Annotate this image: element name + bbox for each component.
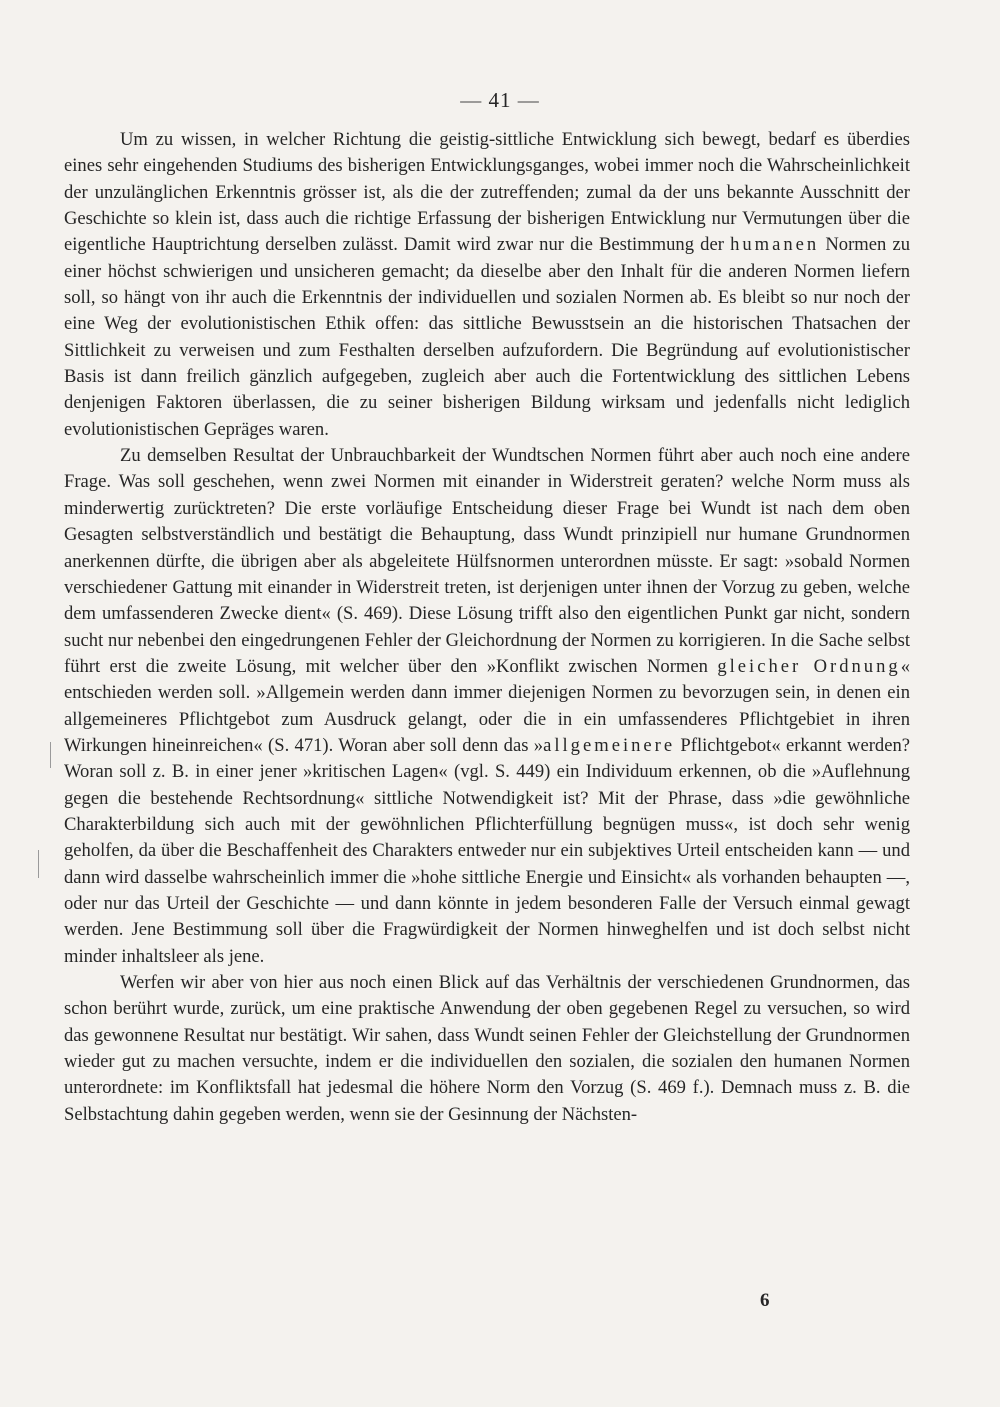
paragraph — [64, 970, 910, 1128]
margin-bracket-mark — [50, 742, 51, 768]
paragraph — [64, 127, 910, 443]
sheet-signature-number: 6 — [760, 1290, 770, 1311]
emphasized-text: gleicher Ordnung — [717, 655, 901, 677]
paragraph-text: Normen zu einer höchst schwierigen und unsicheren gemacht; da dieselbe aber den Inhalt für die anderen Normen liefern soll, so hängt von ihr auch die Erkenntnis der individuellen und sozialen Normen ab. Es bleibt so nur noch der eine Weg der evolutionistischen Ethik offen: das sittliche Bewusstsein an die historischen Thatsachen der Sittlichkeit zu verweisen und zum Festhalten derselben aufzufordern. Die Begründung auf evolutionistischer Basis ist dann freilich gänzlich aufgegeben, zugleich aber auch die Fortentwicklung des sittlichen Lebens denjenigen Faktoren überlassen, die zu seiner bisherigen Bildung wirksam und jedenfalls nicht lediglich evolutionistischen Gepräges waren. — [64, 234, 910, 440]
page-number: — 41 — — [460, 88, 540, 112]
emphasized-text: allgemeinere — [543, 734, 676, 756]
paragraph-text: Werfen wir aber von hier aus noch einen Blick auf das Verhältnis der verschiedenen Grundnormen, das schon berührt wurde, zurück, um eine praktische Anwendung der oben gegebenen Regel zu versuchen, so wird das gewonnene Resultat nur bestätigt. Wir sahen, dass Wundt seinen Fehler der Gleichstellung der Grundnormen wieder gut zu machen versuchte, indem er die individuellen den sozialen, die sozialen den humanen Normen unterordnete: im Konfliktsfall hat jedesmal die höhere Norm den Vorzug (S. 469 f.). Demnach muss z. B. die Selbstachtung dahin gegeben werden, wenn sie der Gesinnung der Nächsten- — [64, 972, 910, 1125]
paragraph-text: Um zu wissen, in welcher Richtung die geistig-sittliche Entwicklung sich bewegt, bedarf es überdies eines sehr eingehenden Studiums des bisherigen Entwicklungsganges, wobei immer noch die Wahrscheinlichkeit der unzulänglichen Erkenntnis grösser ist, als die der zutreffenden; zumal da der uns bekannte Ausschnitt der Geschichte so klein ist, dass auch die richtige Erfassung der bisherigen Entwicklung nur Vermutungen über die eigentliche Hauptrichtung derselben zulässt. Damit wird zwar nur die Bestimmung der — [64, 129, 910, 256]
body-text — [64, 127, 910, 1128]
paragraph-text: Zu demselben Resultat der Unbrauchbarkeit der Wundtschen Normen führt aber auch noch eine andere Frage. Was soll geschehen, wenn zwei Normen mit einander in Widerstreit geraten? welche Norm muss als minderwertig zurücktreten? Die erste vorläufige Entscheidung dieser Frage bei Wundt ist nach dem oben Gesagten selbstverständlich und bestätigt die Behauptung, dass Wundt prinzipiell nur humane Grundnormen anerkennen dürfte, die übrigen aber als abgeleitete Hülfsnormen unterordnen müsste. Er sagt: »sobald Normen verschiedener Gattung mit einander in Widerstreit treten, ist derjenigen unter ihnen der Vorzug zu geben, welche dem umfassenderen Zwecke dient« (S. 469). Diese Lösung trifft also den eigentlichen Punkt gar nicht, sondern sucht nur nebenbei den eingedrungenen Fehler der Gleichordnung der Normen zu korrigieren. In die Sache selbst führt erst die zweite Lösung, mit welcher über den »Konflikt zwischen Normen — [64, 445, 910, 677]
emphasized-text: humanen — [730, 234, 820, 256]
page-number-value: 41 — [488, 88, 512, 112]
margin-bracket-mark — [38, 850, 39, 878]
paragraph-text: « entschieden werden soll. »Allgemein werden dann immer diejenigen Normen zu bevorzugen sein, in denen ein allgemeineres Pflichtgebot zum Ausdruck gelangt, oder die in ein umfassenderes Pflichtgebiet in ihren Wirkungen hineinreichen« (S. 471). Woran aber soll denn das » — [64, 655, 910, 756]
paragraph — [64, 443, 910, 970]
paragraph-text: Pflichtgebot« erkannt werden? Woran soll z. B. in einer jener »kritischen Lagen« (vgl. S. 449) ein Individuum erkennen, ob die »Auflehnung gegen die bestehende Rechtsordnung« sittliche Notwendigkeit ist? Mit der Phrase, dass »die gewöhnliche Charakterbildung sich auch mit der gewöhnlichen Pflichterfüllung begnügen muss«, ist doch sehr wenig geholfen, da über die Beschaffenheit des Charakters entweder nur ein subjektives Urteil entscheiden kann — und dann wird dasselbe wahrscheinlich immer die »hohe sittliche Energie und Einsicht« als vorhanden behaupten —, oder nur das Urteil der Geschichte — und dann könnte in jedem besonderen Falle der Versuch einmal gewagt werden. Jene Bestimmung soll über die Fragwürdigkeit der Normen hinweghelfen und ist doch selbst nicht minder inhaltsleer als jene. — [64, 734, 911, 967]
